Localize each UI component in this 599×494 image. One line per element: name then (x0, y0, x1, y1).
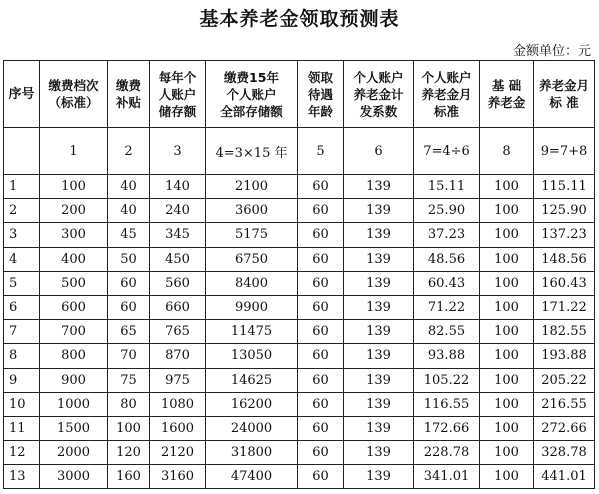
cell-claim-age: 60 (298, 344, 344, 368)
cell-claim-age: 60 (298, 247, 344, 271)
cell-contribution-level: 400 (40, 247, 108, 271)
cell-contribution-level: 300 (40, 223, 108, 247)
cell-claim-age: 60 (298, 416, 344, 440)
cell-personal-monthly: 172.66 (414, 416, 480, 440)
cell-subsidy: 75 (108, 368, 150, 392)
cell-coefficient: 139 (344, 223, 414, 247)
formula-cell: 9=7+8 (534, 128, 595, 175)
cell-subsidy: 45 (108, 223, 150, 247)
header-cell-15yr-total: 缴费15年 个人账户 全部存储额 (206, 61, 298, 128)
cell-personal-monthly: 116.55 (414, 392, 480, 416)
formula-cell: 4=3×15 年 (206, 128, 298, 175)
cell-contribution-level: 500 (40, 271, 108, 295)
cell-coefficient: 139 (344, 392, 414, 416)
cell-annual-deposit: 765 (150, 320, 206, 344)
cell-coefficient: 139 (344, 416, 414, 440)
cell-index: 12 (4, 441, 40, 465)
cell-claim-age: 60 (298, 295, 344, 319)
cell-monthly-total: 137.23 (534, 223, 595, 247)
cell-basic-pension: 100 (480, 392, 534, 416)
cell-basic-pension: 100 (480, 175, 534, 199)
cell-index: 13 (4, 465, 40, 489)
formula-cell: 3 (150, 128, 206, 175)
cell-contribution-level: 3000 (40, 465, 108, 489)
formula-cell: 8 (480, 128, 534, 175)
cell-15yr-total: 8400 (206, 271, 298, 295)
cell-basic-pension: 100 (480, 465, 534, 489)
cell-contribution-level: 700 (40, 320, 108, 344)
header-cell-annual-deposit: 每年个 人账户 储存额 (150, 61, 206, 128)
cell-personal-monthly: 93.88 (414, 344, 480, 368)
cell-index: 4 (4, 247, 40, 271)
cell-basic-pension: 100 (480, 271, 534, 295)
cell-monthly-total: 441.01 (534, 465, 595, 489)
cell-subsidy: 160 (108, 465, 150, 489)
cell-15yr-total: 5175 (206, 223, 298, 247)
table-row (4, 271, 595, 295)
cell-index: 7 (4, 320, 40, 344)
cell-annual-deposit: 560 (150, 271, 206, 295)
cell-personal-monthly: 15.11 (414, 175, 480, 199)
cell-subsidy: 65 (108, 320, 150, 344)
cell-annual-deposit: 870 (150, 344, 206, 368)
cell-index: 9 (4, 368, 40, 392)
table-row (4, 392, 595, 416)
cell-index: 8 (4, 344, 40, 368)
cell-basic-pension: 100 (480, 199, 534, 223)
table-row (4, 175, 595, 199)
cell-15yr-total: 11475 (206, 320, 298, 344)
table-row (4, 368, 595, 392)
cell-basic-pension: 100 (480, 368, 534, 392)
cell-monthly-total: 216.55 (534, 392, 595, 416)
cell-monthly-total: 148.56 (534, 247, 595, 271)
formula-cell: 6 (344, 128, 414, 175)
cell-15yr-total: 13050 (206, 344, 298, 368)
cell-annual-deposit: 975 (150, 368, 206, 392)
cell-claim-age: 60 (298, 320, 344, 344)
cell-15yr-total: 47400 (206, 465, 298, 489)
header-cell-subsidy: 缴费 补贴 (108, 61, 150, 128)
cell-personal-monthly: 48.56 (414, 247, 480, 271)
cell-coefficient: 139 (344, 247, 414, 271)
cell-monthly-total: 160.43 (534, 271, 595, 295)
cell-claim-age: 60 (298, 175, 344, 199)
cell-basic-pension: 100 (480, 416, 534, 440)
cell-contribution-level: 800 (40, 344, 108, 368)
cell-coefficient: 139 (344, 295, 414, 319)
cell-coefficient: 139 (344, 199, 414, 223)
cell-index: 10 (4, 392, 40, 416)
cell-claim-age: 60 (298, 271, 344, 295)
cell-claim-age: 60 (298, 199, 344, 223)
cell-coefficient: 139 (344, 175, 414, 199)
document-title: 基本养老金领取预测表 (199, 8, 400, 30)
cell-personal-monthly: 60.43 (414, 271, 480, 295)
header-cell-monthly-total: 养老金月 标 准 (534, 61, 595, 128)
cell-subsidy: 60 (108, 271, 150, 295)
cell-annual-deposit: 140 (150, 175, 206, 199)
cell-coefficient: 139 (344, 465, 414, 489)
cell-15yr-total: 2100 (206, 175, 298, 199)
cell-monthly-total: 182.55 (534, 320, 595, 344)
table-row (4, 416, 595, 440)
cell-monthly-total: 171.22 (534, 295, 595, 319)
cell-annual-deposit: 450 (150, 247, 206, 271)
cell-15yr-total: 9900 (206, 295, 298, 319)
cell-15yr-total: 3600 (206, 199, 298, 223)
cell-basic-pension: 100 (480, 295, 534, 319)
cell-annual-deposit: 3160 (150, 465, 206, 489)
cell-personal-monthly: 37.23 (414, 223, 480, 247)
formula-cell (4, 128, 40, 175)
table-body (4, 175, 595, 489)
cell-index: 3 (4, 223, 40, 247)
table-row (4, 465, 595, 489)
formula-cell: 5 (298, 128, 344, 175)
cell-coefficient: 139 (344, 271, 414, 295)
cell-annual-deposit: 240 (150, 199, 206, 223)
cell-subsidy: 70 (108, 344, 150, 368)
cell-coefficient: 139 (344, 368, 414, 392)
table-row (4, 295, 595, 319)
cell-coefficient: 139 (344, 441, 414, 465)
cell-index: 11 (4, 416, 40, 440)
cell-contribution-level: 900 (40, 368, 108, 392)
cell-basic-pension: 100 (480, 320, 534, 344)
pension-forecast-table (3, 60, 595, 489)
cell-personal-monthly: 228.78 (414, 441, 480, 465)
cell-15yr-total: 31800 (206, 441, 298, 465)
cell-contribution-level: 100 (40, 175, 108, 199)
cell-subsidy: 100 (108, 416, 150, 440)
header-cell-basic-pension: 基 础 养老金 (480, 61, 534, 128)
cell-contribution-level: 200 (40, 199, 108, 223)
table-row (4, 223, 595, 247)
cell-15yr-total: 6750 (206, 247, 298, 271)
cell-annual-deposit: 1080 (150, 392, 206, 416)
cell-subsidy: 40 (108, 199, 150, 223)
cell-claim-age: 60 (298, 368, 344, 392)
cell-basic-pension: 100 (480, 223, 534, 247)
table-row (4, 199, 595, 223)
table-row (4, 247, 595, 271)
formula-cell: 7=4÷6 (414, 128, 480, 175)
cell-monthly-total: 205.22 (534, 368, 595, 392)
cell-basic-pension: 100 (480, 441, 534, 465)
table-row (4, 320, 595, 344)
formula-cell: 2 (108, 128, 150, 175)
table-row (4, 441, 595, 465)
header-cell-index: 序号 (4, 61, 40, 128)
header-row (4, 61, 595, 128)
cell-claim-age: 60 (298, 441, 344, 465)
cell-monthly-total: 125.90 (534, 199, 595, 223)
cell-annual-deposit: 2120 (150, 441, 206, 465)
cell-contribution-level: 1000 (40, 392, 108, 416)
cell-personal-monthly: 25.90 (414, 199, 480, 223)
cell-personal-monthly: 82.55 (414, 320, 480, 344)
cell-contribution-level: 2000 (40, 441, 108, 465)
cell-index: 2 (4, 199, 40, 223)
cell-15yr-total: 14625 (206, 368, 298, 392)
cell-monthly-total: 328.78 (534, 441, 595, 465)
formula-cell: 1 (40, 128, 108, 175)
cell-index: 6 (4, 295, 40, 319)
header-cell-personal-monthly: 个人账户 养老金月 标准 (414, 61, 480, 128)
cell-claim-age: 60 (298, 223, 344, 247)
cell-personal-monthly: 71.22 (414, 295, 480, 319)
table-row (4, 344, 595, 368)
cell-subsidy: 40 (108, 175, 150, 199)
cell-claim-age: 60 (298, 465, 344, 489)
cell-basic-pension: 100 (480, 344, 534, 368)
cell-15yr-total: 24000 (206, 416, 298, 440)
cell-subsidy: 60 (108, 295, 150, 319)
cell-coefficient: 139 (344, 344, 414, 368)
cell-basic-pension: 100 (480, 247, 534, 271)
cell-monthly-total: 115.11 (534, 175, 595, 199)
cell-claim-age: 60 (298, 392, 344, 416)
cell-contribution-level: 600 (40, 295, 108, 319)
cell-annual-deposit: 1600 (150, 416, 206, 440)
header-cell-coefficient: 个人账户 养老金计 发系数 (344, 61, 414, 128)
cell-subsidy: 120 (108, 441, 150, 465)
cell-personal-monthly: 341.01 (414, 465, 480, 489)
cell-index: 1 (4, 175, 40, 199)
formula-row (4, 128, 595, 175)
header-cell-claim-age: 领取 待遇 年龄 (298, 61, 344, 128)
cell-subsidy: 50 (108, 247, 150, 271)
header-cell-contribution-level: 缴费档次 （标准） (40, 61, 108, 128)
cell-annual-deposit: 345 (150, 223, 206, 247)
cell-index: 5 (4, 271, 40, 295)
cell-annual-deposit: 660 (150, 295, 206, 319)
cell-coefficient: 139 (344, 320, 414, 344)
cell-monthly-total: 272.66 (534, 416, 595, 440)
cell-subsidy: 80 (108, 392, 150, 416)
cell-contribution-level: 1500 (40, 416, 108, 440)
cell-personal-monthly: 105.22 (414, 368, 480, 392)
cell-monthly-total: 193.88 (534, 344, 595, 368)
amount-unit-note: 金额单位：元 (512, 44, 591, 59)
cell-15yr-total: 16200 (206, 392, 298, 416)
